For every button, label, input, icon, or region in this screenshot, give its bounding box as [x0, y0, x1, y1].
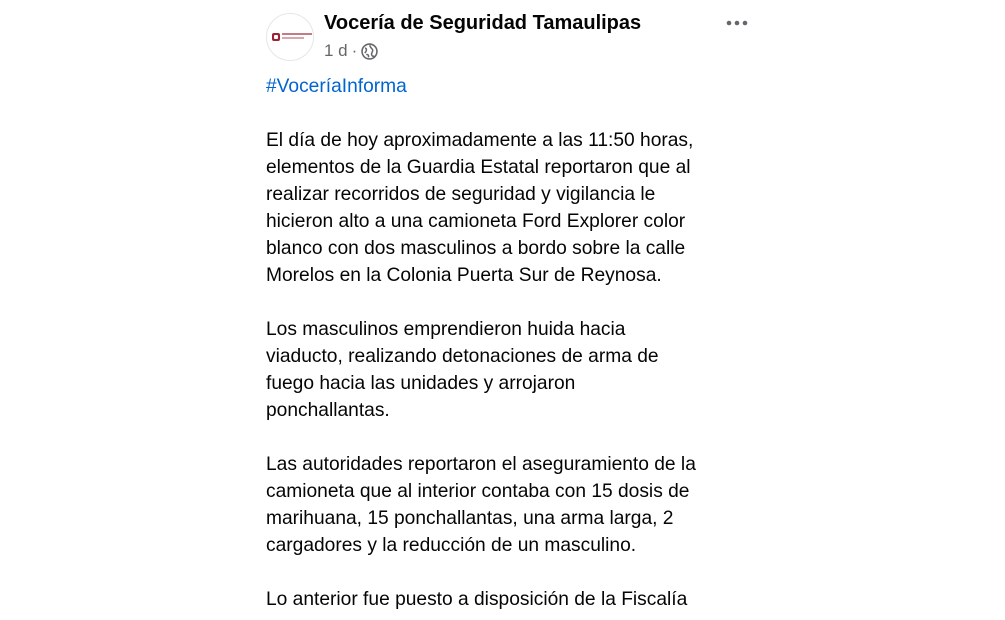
post-paragraph: Las autoridades reportaron el aseguramiento de la camioneta que al interior contaba con 15 dosis de marihuana, 15 ponchallantas, una arma larga, 2 cargadores y la reducción de un masculino.	[266, 454, 696, 556]
logo-text-line	[282, 37, 304, 39]
page-logo-icon	[272, 33, 280, 41]
page-name-link[interactable]: Vocería de Seguridad Tamaulipas	[324, 12, 642, 34]
hashtag-link[interactable]: #VoceríaInforma	[266, 76, 407, 97]
post-paragraph: Los masculinos emprendieron huida hacia viaducto, realizando detonaciones de arma de fuego hacia las unidades y arrojaron ponchallantas.	[266, 319, 659, 421]
post-body	[266, 73, 746, 613]
more-options-icon[interactable]	[722, 8, 752, 38]
page-avatar[interactable]	[266, 13, 314, 61]
post-meta	[324, 41, 378, 61]
post-timestamp[interactable]: 1 d	[324, 41, 348, 60]
globe-icon[interactable]	[361, 43, 378, 60]
logo-text-line	[282, 33, 312, 35]
meta-separator: ·	[351, 41, 358, 60]
post-paragraph: Lo anterior fue puesto a disposición de la Fiscalía	[266, 589, 688, 610]
post-paragraph: El día de hoy aproximadamente a las 11:50 horas, elementos de la Guardia Estatal reportaron que al realizar recorridos de seguridad y vigilancia le hicieron alto a una camioneta Ford Explorer color blanco con dos masculinos a bordo sobre la calle Morelos en la Colonia Puerta Sur de Reynosa.	[266, 130, 694, 286]
